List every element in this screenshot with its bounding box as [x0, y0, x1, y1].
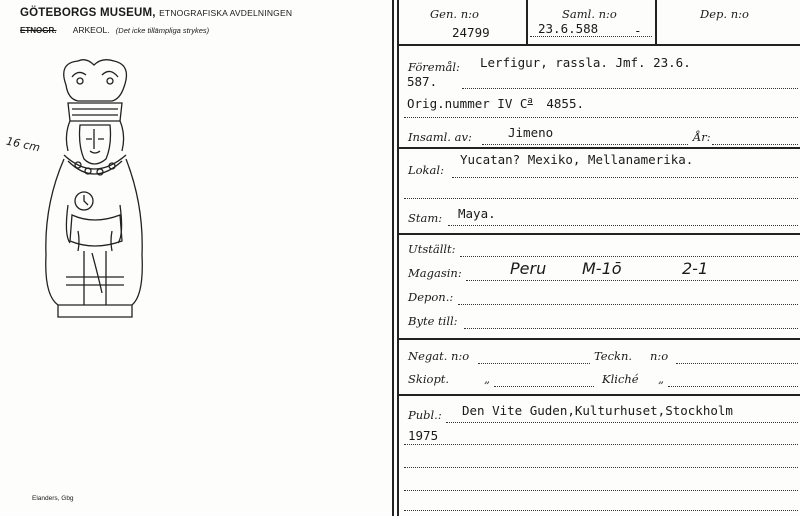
kliche-dotted-line [668, 386, 798, 387]
orig-value: 4855. [546, 96, 585, 112]
teckn-number-label: n:o [650, 349, 669, 363]
height-mark: 16 cm [5, 134, 42, 155]
saml-label: Saml. n:o [562, 7, 617, 21]
orig-superscript: a [527, 96, 533, 106]
stam-rule [397, 233, 800, 235]
orig-label: Orig.nummer IV C [407, 96, 528, 112]
saml-extra: - [634, 23, 642, 38]
depon-label: Depon.: [408, 290, 454, 304]
museum-name: GÖTEBORGS MUSEUM, [20, 7, 156, 19]
arkeol-department: ARKEOL. [72, 25, 110, 35]
publ-dotted-line-5 [404, 510, 798, 511]
saml-value: 23.6.588 [538, 21, 599, 36]
publ-label: Publ.: [408, 408, 442, 422]
publ-value-cont: 1975 [408, 428, 439, 443]
magasin-value-peru: Peru [510, 259, 547, 278]
lokal-label: Lokal: [408, 163, 444, 177]
magasin-value-shelf: M-1ō [582, 259, 622, 278]
magasin-label: Magasin: [408, 266, 462, 280]
teckn-dotted-line [676, 363, 798, 364]
negat-dotted-line [478, 363, 590, 364]
foremal-value-cont: 587. [407, 74, 438, 89]
foremal-value: Lerfigur, rassla. Jmf. 23.6. [480, 55, 691, 70]
dep-label: Dep. n:o [700, 7, 749, 21]
saml-dep-divider [655, 0, 657, 44]
publ-dotted-line [446, 422, 798, 423]
byte-dotted-line [464, 328, 798, 329]
orig-dotted-line [404, 117, 798, 118]
museum-header [20, 7, 292, 19]
lokal-dotted-line [452, 177, 798, 178]
top-row-rule [397, 44, 800, 46]
saml-dotted-line [530, 36, 652, 37]
department-row [20, 25, 209, 35]
byte-label: Byte till: [408, 314, 458, 328]
publ-dotted-line-3 [404, 467, 798, 468]
insaml-value: Jimeno [508, 125, 554, 140]
lokal-dotted-line-2 [404, 198, 798, 199]
gen-label: Gen. n:o [430, 7, 479, 21]
lokal-value: Yucatan? Mexiko, Mellanamerika. [460, 152, 694, 167]
skiopt-ditto: „ [484, 372, 490, 386]
skiopt-rule [397, 394, 800, 396]
card-fold-line [392, 0, 394, 516]
insaml-dotted-line [482, 144, 688, 145]
utstallt-dotted-line [460, 256, 798, 257]
ar-label: År: [693, 130, 711, 144]
department-name: ETNOGRAFISKA AVDELNINGEN [159, 8, 293, 18]
ar-dotted-line [712, 144, 798, 145]
insaml-label: Insaml. av: [408, 130, 472, 144]
publ-dotted-line-2 [404, 444, 798, 445]
header-note: (Det icke tillämpliga strykes) [115, 26, 210, 35]
stam-value: Maya. [458, 206, 496, 221]
teckn-label: Teckn. [594, 349, 633, 363]
gen-saml-divider [526, 0, 528, 44]
negat-label: Negat. n:o [408, 349, 470, 363]
magasin-dotted-line [466, 280, 798, 281]
orig-number [407, 96, 584, 111]
publ-dotted-line-4 [404, 490, 798, 491]
foremal-dotted-line [462, 88, 798, 89]
printer-mark: Elanders, Gbg [32, 495, 74, 502]
skiopt-label: Skiopt. [408, 372, 450, 386]
struck-department: ETNOGR. [20, 26, 57, 35]
depon-dotted-line [458, 304, 798, 305]
utstallt-label: Utställt: [408, 242, 456, 256]
gen-value: 24799 [452, 25, 490, 40]
kliche-ditto: „ [658, 372, 664, 386]
publ-value: Den Vite Guden,Kulturhuset,Stockholm [462, 403, 733, 418]
kliche-label: Kliché [602, 372, 639, 386]
foremal-label: Föremål: [408, 60, 460, 74]
stam-dotted-line [448, 225, 798, 226]
skiopt-dotted-line [494, 386, 594, 387]
insaml-rule [397, 147, 800, 149]
stam-label: Stam: [408, 211, 443, 225]
magasin-value-position: 2-1 [682, 259, 709, 278]
byte-rule [397, 338, 800, 340]
figurine-drawing [28, 55, 158, 335]
card-left-border [397, 0, 399, 516]
